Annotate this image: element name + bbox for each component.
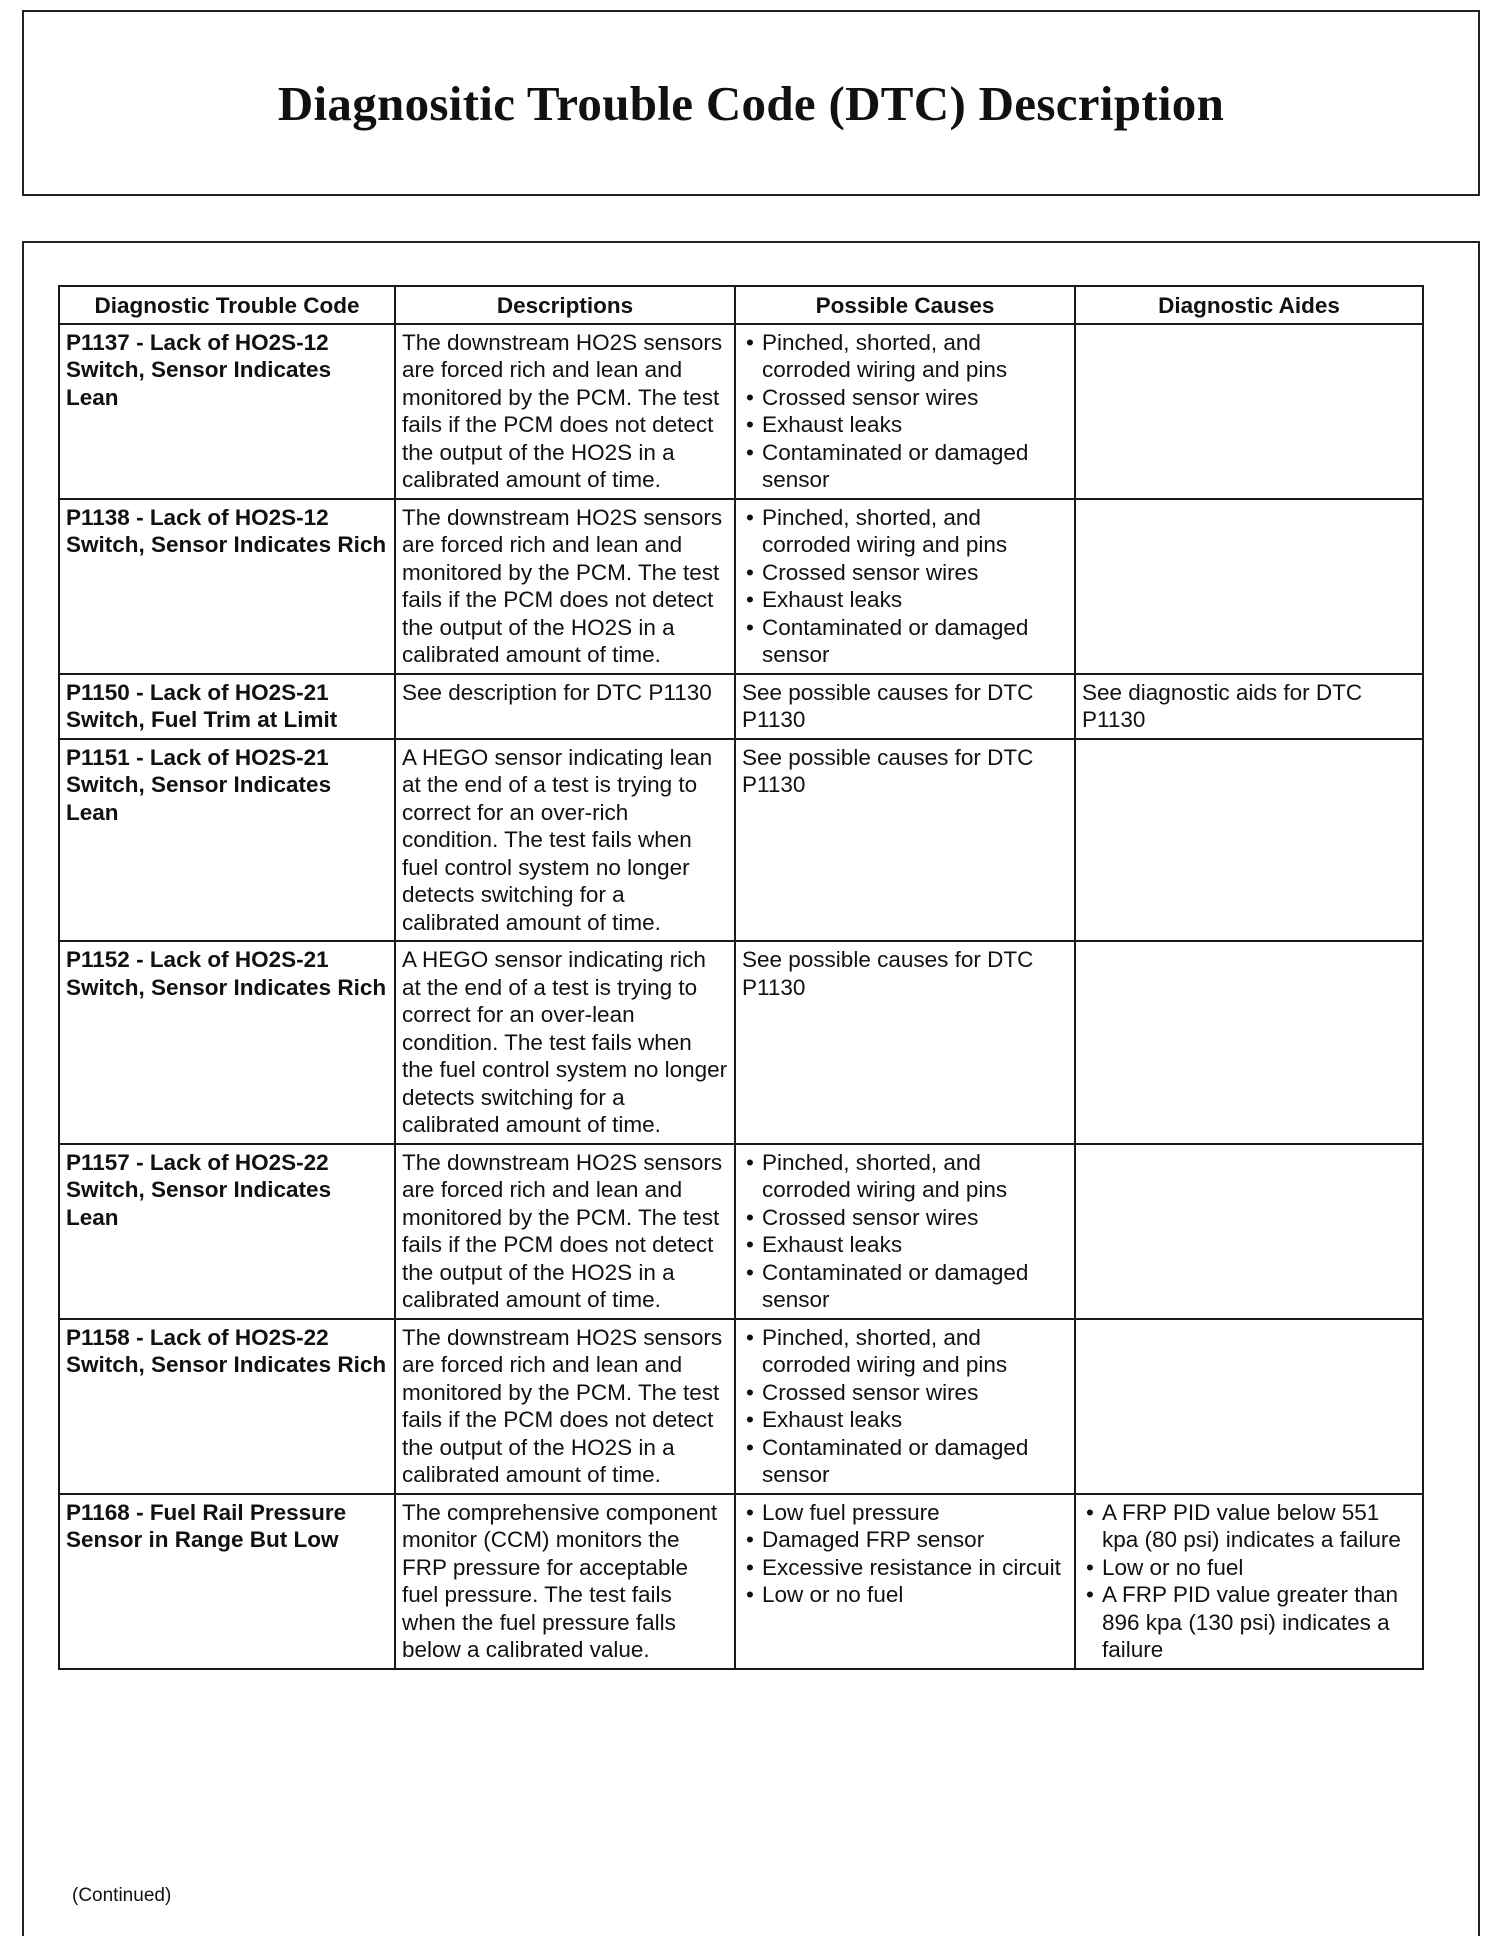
possible-causes-cell: [735, 1319, 1075, 1494]
list-item: • Pinched, shorted, and corroded wiring and pins: [742, 1324, 1068, 1379]
dtc-code-cell: P1138 - Lack of HO2S-12 Switch, Sensor Indicates Rich: [59, 499, 395, 674]
list-item: • Damaged FRP sensor: [742, 1526, 1068, 1554]
table-row: [59, 1144, 1423, 1319]
possible-causes-cell: [735, 499, 1075, 674]
dtc-code-cell: P1158 - Lack of HO2S-22 Switch, Sensor Indicates Rich: [59, 1319, 395, 1494]
header-diagnostic-aides: Diagnostic Aides: [1075, 286, 1423, 324]
description-cell: The downstream HO2S sensors are forced rich and lean and monitored by the PCM. The test fails if the PCM does not detect the output of the HO2S in a calibrated amount of time.: [395, 499, 735, 674]
dtc-table: [58, 285, 1424, 1670]
dtc-code-cell: P1137 - Lack of HO2S-12 Switch, Sensor Indicates Lean: [59, 324, 395, 499]
title-box: [22, 10, 1480, 196]
dtc-code-cell: P1157 - Lack of HO2S-22 Switch, Sensor Indicates Lean: [59, 1144, 395, 1319]
diagnostic-aides-cell: [1075, 499, 1423, 674]
table-row: [59, 739, 1423, 942]
possible-causes-cell-list: [742, 1499, 1068, 1609]
continued-note: (Continued): [72, 1885, 172, 1906]
list-item: • Exhaust leaks: [742, 411, 1068, 439]
description-cell: A HEGO sensor indicating rich at the end of a test is trying to correct for an over-lean condition. The test fails when the fuel control system no longer detects switching for a calibrated amount of time.: [395, 941, 735, 1144]
list-item: • Exhaust leaks: [742, 586, 1068, 614]
list-item: • Contaminated or damaged sensor: [742, 614, 1068, 669]
possible-causes-cell-list: [742, 329, 1068, 494]
table-row: [59, 499, 1423, 674]
table-row: [59, 1494, 1423, 1669]
possible-causes-cell-list: [742, 1149, 1068, 1314]
list-item: • Pinched, shorted, and corroded wiring and pins: [742, 329, 1068, 384]
diagnostic-aides-cell: [1075, 739, 1423, 942]
dtc-code-cell: P1151 - Lack of HO2S-21 Switch, Sensor Indicates Lean: [59, 739, 395, 942]
table-row: [59, 324, 1423, 499]
possible-causes-cell-list: [742, 1324, 1068, 1489]
table-row: [59, 674, 1423, 739]
description-cell: A HEGO sensor indicating lean at the end of a test is trying to correct for an over-rich condition. The test fails when fuel control system no longer detects switching for a calibrated amount of time.: [395, 739, 735, 942]
list-item: • Low or no fuel: [742, 1581, 1068, 1609]
diagnostic-aides-cell: [1075, 1494, 1423, 1669]
list-item: • Crossed sensor wires: [742, 384, 1068, 412]
list-item: • Contaminated or damaged sensor: [742, 1434, 1068, 1489]
list-item: • A FRP PID value below 551 kpa (80 psi) indicates a failure: [1082, 1499, 1416, 1554]
list-item: • Crossed sensor wires: [742, 1379, 1068, 1407]
diagnostic-aides-cell: [1075, 324, 1423, 499]
dtc-code-cell: P1150 - Lack of HO2S-21 Switch, Fuel Trim at Limit: [59, 674, 395, 739]
list-item: • Crossed sensor wires: [742, 559, 1068, 587]
diagnostic-aides-cell: [1075, 1144, 1423, 1319]
diagnostic-aides-cell: See diagnostic aids for DTC P1130: [1075, 674, 1423, 739]
diagnostic-aides-cell-list: [1082, 1499, 1416, 1664]
diagnostic-aides-cell: [1075, 1319, 1423, 1494]
list-item: • A FRP PID value greater than 896 kpa (130 psi) indicates a failure: [1082, 1581, 1416, 1664]
list-item: • Exhaust leaks: [742, 1231, 1068, 1259]
possible-causes-cell: [735, 324, 1075, 499]
table-row: [59, 1319, 1423, 1494]
table-row: [59, 941, 1423, 1144]
possible-causes-cell: [735, 1494, 1075, 1669]
table-header-row: [59, 286, 1423, 324]
list-item: • Exhaust leaks: [742, 1406, 1068, 1434]
description-cell: The comprehensive component monitor (CCM) monitors the FRP pressure for acceptable fuel pressure. The test fails when the fuel pressure falls below a calibrated value.: [395, 1494, 735, 1669]
header-descriptions: Descriptions: [395, 286, 735, 324]
possible-causes-cell: See possible causes for DTC P1130: [735, 739, 1075, 942]
list-item: • Contaminated or damaged sensor: [742, 1259, 1068, 1314]
header-code: Diagnostic Trouble Code: [59, 286, 395, 324]
list-item: • Low or no fuel: [1082, 1554, 1416, 1582]
description-cell: The downstream HO2S sensors are forced rich and lean and monitored by the PCM. The test fails if the PCM does not detect the output of the HO2S in a calibrated amount of time.: [395, 1144, 735, 1319]
list-item: • Pinched, shorted, and corroded wiring and pins: [742, 1149, 1068, 1204]
page-title: Diagnositic Trouble Code (DTC) Description: [277, 75, 1225, 131]
description-cell: The downstream HO2S sensors are forced rich and lean and monitored by the PCM. The test fails if the PCM does not detect the output of the HO2S in a calibrated amount of time.: [395, 1319, 735, 1494]
description-cell: See description for DTC P1130: [395, 674, 735, 739]
possible-causes-cell-list: [742, 504, 1068, 669]
list-item: • Low fuel pressure: [742, 1499, 1068, 1527]
dtc-code-cell: P1168 - Fuel Rail Pressure Sensor in Range But Low: [59, 1494, 395, 1669]
possible-causes-cell: See possible causes for DTC P1130: [735, 941, 1075, 1144]
list-item: • Pinched, shorted, and corroded wiring and pins: [742, 504, 1068, 559]
header-possible-causes: Possible Causes: [735, 286, 1075, 324]
list-item: • Excessive resistance in circuit: [742, 1554, 1068, 1582]
diagnostic-aides-cell: [1075, 941, 1423, 1144]
list-item: • Contaminated or damaged sensor: [742, 439, 1068, 494]
list-item: • Crossed sensor wires: [742, 1204, 1068, 1232]
possible-causes-cell: [735, 1144, 1075, 1319]
dtc-code-cell: P1152 - Lack of HO2S-21 Switch, Sensor Indicates Rich: [59, 941, 395, 1144]
possible-causes-cell: See possible causes for DTC P1130: [735, 674, 1075, 739]
description-cell: The downstream HO2S sensors are forced rich and lean and monitored by the PCM. The test fails if the PCM does not detect the output of the HO2S in a calibrated amount of time.: [395, 324, 735, 499]
